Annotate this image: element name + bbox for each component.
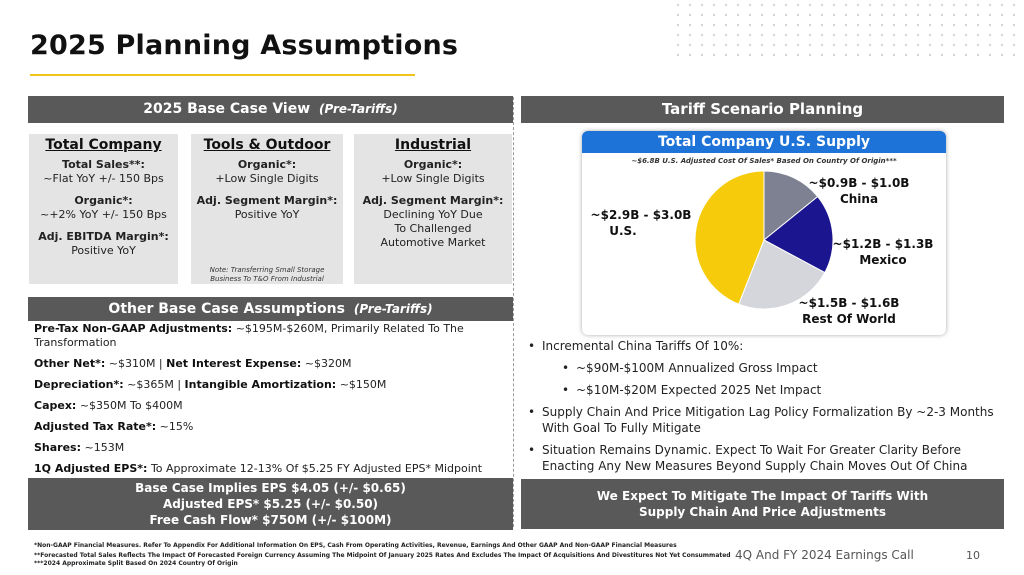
metric-label: Organic*:	[403, 158, 463, 171]
other-assumptions-header-sub: (Pre-Tariffs)	[353, 302, 433, 316]
metric-value: Positive YoY	[234, 208, 300, 221]
assumption-value: ~$195M-$260M, Primarily Related To The Transformation	[34, 322, 464, 349]
column-heading: Industrial	[394, 137, 472, 153]
metric-block	[29, 194, 178, 222]
eps-summary-box	[28, 478, 513, 530]
base-case-header	[28, 96, 513, 123]
pie-label-name: China	[839, 192, 879, 206]
metric-block	[354, 158, 512, 186]
assumption-label: Pre-Tax Non-GAAP Adjustments:	[34, 322, 233, 335]
bullet-subitem: • ~$10M-$20M Expected 2025 Net Impact	[562, 382, 1008, 398]
assumption-label: Shares:	[34, 441, 82, 454]
metric-block	[191, 158, 343, 186]
page-number: 10	[966, 549, 980, 562]
column-total-company	[29, 138, 178, 286]
metric-block	[354, 194, 512, 250]
column-industrial	[354, 138, 512, 286]
pie-label-row	[786, 295, 912, 327]
other-assumptions-header-text: Other Base Case Assumptions	[108, 301, 345, 317]
metric-label: Adj. Segment Margin*:	[196, 194, 338, 207]
supply-pie-card	[582, 131, 946, 335]
pie-label-range: ~$1.2B - $1.3B	[832, 237, 934, 251]
pie-label-mexico	[828, 236, 938, 268]
assumption-label-secondary: Intangible Amortization:	[184, 378, 337, 391]
pie-label-range: ~$1.5B - $1.6B	[798, 296, 900, 310]
metric-block	[191, 194, 343, 222]
transfer-note: Note: Transferring Small Storage Business To T&O From Industrial	[209, 266, 325, 283]
assumption-label: Adjusted Tax Rate*:	[34, 420, 157, 433]
pie-label-range: ~$2.9B - $3.0B	[590, 208, 692, 222]
metric-value: ~+2% YoY +/- 150 Bps	[40, 208, 167, 221]
bullet-item: • Incremental China Tariffs Of 10%:	[528, 338, 1008, 354]
metric-value: +Low Single Digits	[215, 172, 319, 185]
summary-line: Free Cash Flow* $750M (+/- $100M)	[149, 513, 392, 527]
footnote: **Forecasted Total Sales Reflects The Impact Of Forecasted Foreign Currency Assuming The Midpoint Of January 2025 Rates And Excludes The Impact Of Acquisitions And Divestitures Not Yet Consummated	[34, 552, 731, 559]
assumption-label: Capex:	[34, 399, 77, 412]
pie-subtitle: ~$6.8B U.S. Adjusted Cost Of Sales* Based On Country Of Origin***	[631, 157, 897, 165]
assumption-value: ~$350M To $400M	[79, 399, 183, 412]
assumption-label: Other Net*:	[34, 357, 106, 370]
footnote: ***2024 Approximate Split Based On 2024 Country Of Origin	[34, 560, 238, 567]
tariff-header	[521, 96, 1004, 123]
assumption-row	[34, 441, 506, 455]
footnote: *Non-GAAP Financial Measures. Refer To Appendix For Additional Information On EPS, Cash From Operating Activities, Revenue, Earnings And Other GAAP And Non-GAAP Financial Measures	[34, 542, 677, 549]
assumption-row	[34, 378, 506, 392]
summary-line: Base Case Implies EPS $4.05 (+/- $0.65)	[135, 481, 406, 495]
metric-label: Adj. EBITDA Margin*:	[38, 230, 169, 243]
metric-value: +Low Single Digits	[381, 172, 485, 185]
assumption-label: 1Q Adjusted EPS*:	[34, 462, 148, 475]
pie-label-china	[804, 175, 914, 207]
summary-line: Adjusted EPS* $5.25 (+/- $0.50)	[162, 497, 379, 511]
metric-value: Declining YoY Due To Challenged Automotive Market	[380, 208, 486, 249]
base-case-header-text: 2025 Base Case View	[143, 101, 311, 117]
bullet-item: • Supply Chain And Price Mitigation Lag Policy Formalization By ~2-3 Months With Goal To Fully Mitigate	[528, 404, 1008, 436]
assumption-label-secondary: Net Interest Expense:	[166, 357, 302, 370]
other-assumptions-header	[28, 297, 513, 321]
metric-label: Organic*:	[74, 194, 133, 207]
assumption-row	[34, 462, 506, 476]
title-underline	[30, 74, 415, 76]
base-case-header-sub: (Pre-Tariffs)	[319, 102, 398, 116]
assumption-value: ~153M	[84, 441, 125, 454]
pie-label-us	[586, 207, 696, 239]
metric-label: Organic*:	[237, 158, 297, 171]
assumption-value: ~$310M |	[108, 357, 163, 370]
column-heading: Tools & Outdoor	[203, 137, 331, 153]
footnotes	[34, 541, 734, 569]
column-heading: Total Company	[45, 137, 162, 153]
bullet-subitem: • ~$90M-$100M Annualized Gross Impact	[562, 360, 1008, 376]
assumption-value: To Approximate 12-13% Of $5.25 FY Adjusted EPS* Midpoint	[150, 462, 483, 475]
assumption-value: ~$365M |	[127, 378, 182, 391]
page-title: 2025 Planning Assumptions	[30, 30, 459, 61]
metric-label: Adj. Segment Margin*:	[362, 194, 504, 207]
assumption-value: ~15%	[159, 420, 194, 433]
mitigation-summary-text: We Expect To Mitigate The Impact Of Tariffs With Supply Chain And Price Adjustments	[596, 489, 929, 519]
assumption-value-secondary: ~$150M	[339, 378, 387, 391]
metric-label: Total Sales**:	[62, 158, 145, 171]
pie-label-name: Mexico	[859, 253, 907, 267]
assumption-row	[34, 357, 506, 371]
pie-label-name: Rest Of World	[802, 312, 896, 326]
assumption-row	[34, 420, 506, 434]
assumption-label: Depreciation*:	[34, 378, 124, 391]
metric-value: Positive YoY	[71, 244, 136, 257]
tariff-header-text: Tariff Scenario Planning	[661, 100, 864, 118]
assumptions-list	[34, 322, 506, 483]
tariff-bullets	[528, 338, 1008, 480]
bullet-item: • Situation Remains Dynamic. Expect To Wait For Greater Clarity Before Enacting Any New Measures Beyond Supply Chain Moves Out Of China	[528, 442, 1008, 474]
metric-block	[29, 230, 178, 258]
pie-label-name: U.S.	[609, 224, 637, 238]
column-divider	[513, 97, 514, 527]
assumption-value-secondary: ~$320M	[304, 357, 352, 370]
metric-block	[29, 158, 178, 186]
assumption-row	[34, 399, 506, 413]
metric-value: ~Flat YoY +/- 150 Bps	[43, 172, 164, 185]
decorative-dot-pattern	[672, 0, 1024, 60]
assumption-row	[34, 322, 506, 350]
footer-event-name: 4Q And FY 2024 Earnings Call	[735, 548, 914, 562]
mitigation-summary-box	[521, 479, 1004, 529]
pie-label-range: ~$0.9B - $1.0B	[808, 176, 910, 190]
column-tools-outdoor	[191, 138, 343, 286]
pie-title: Total Company U.S. Supply	[582, 131, 946, 153]
